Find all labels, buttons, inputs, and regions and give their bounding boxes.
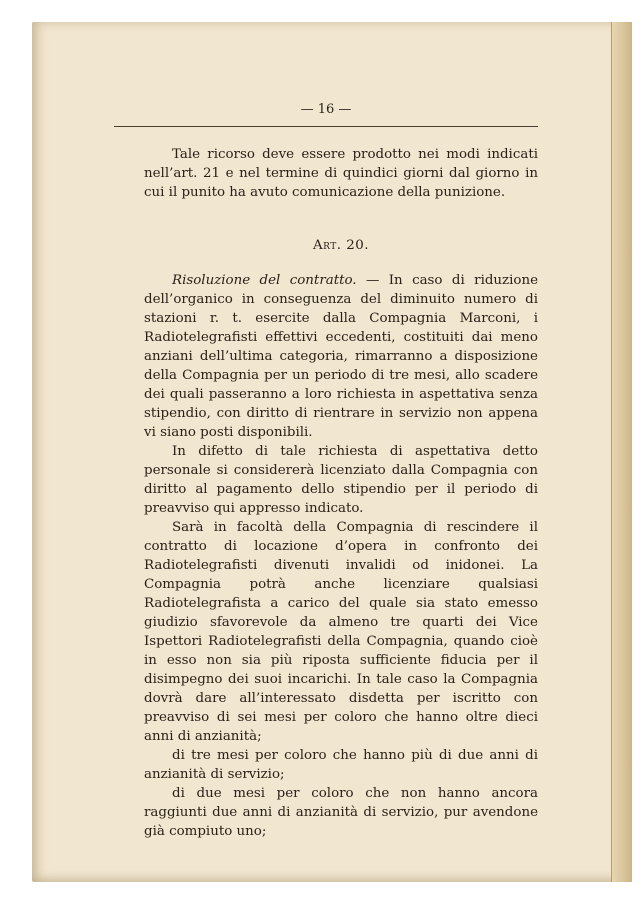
paragraph-title: Risoluzione del contratto. (172, 273, 357, 288)
paragraph-difetto: In difetto di tale richiesta di aspettativa detto personale si considererà licenziato dalla Compagnia con diritto al pagamento dello stipendio per il periodo di preavviso qui appresso indicato. (144, 444, 538, 516)
page-body (144, 145, 538, 841)
paragraph-ricorso: Tale ricorso deve essere prodotto nei modi indicati nell’art. 21 e nel termine di quindici giorni dal giorno in cui il punito ha avuto comunicazione della punizione. (144, 147, 538, 200)
page-number: — 16 — (300, 102, 352, 117)
header-rule (114, 126, 538, 127)
paragraph-due-mesi: di due mesi per coloro che non hanno ancora raggiunti due anni di anzianità di servizio, pur avendone già compiuto uno; (144, 786, 538, 839)
paragraph-risoluzione-body: — In caso di riduzione dell’organico in conseguenza del diminuito numero di stazioni r. t. esercite dalla Compagnia Marconi, i Radiotelegrafisti effettivi eccedenti, costituiti dai meno anziani dell’ultima categoria, rimarranno a disposizione della Compagnia per un periodo di tre mesi, allo scadere dei quali passeranno a loro richiesta in aspettativa senza stipendio, con diritto di rientrare in servizio non appena vi siano posti disponibili. (144, 273, 538, 440)
article-heading: Art. 20. (312, 238, 370, 253)
paragraph-tre-mesi: di tre mesi per coloro che hanno più di due anni di anzianità di servizio; (144, 748, 538, 782)
paragraph-facolta: Sarà in facoltà della Compagnia di rescindere il contratto di locazione d’opera in confronto dei Radiotelegrafisti divenuti invalidi od inidonei. La Compagnia potrà anche licenziare qualsiasi Radiotelegrafista a carico del quale sia stato emesso giudizio sfavorevole da almeno tre quarti dei Vice Ispettori Radiotelegrafisti della Compagnia, quando cioè in esso non sia più riposta sufficiente fiducia per il disimpegno dei suoi incarichi. In tale caso la Compagnia dovrà dare all’interessato disdetta per iscritto con preavviso di sei mesi per coloro che hanno oltre dieci anni di anzianità; (144, 520, 538, 744)
page-gutter (611, 22, 632, 882)
paragraph-risoluzione (144, 271, 538, 442)
